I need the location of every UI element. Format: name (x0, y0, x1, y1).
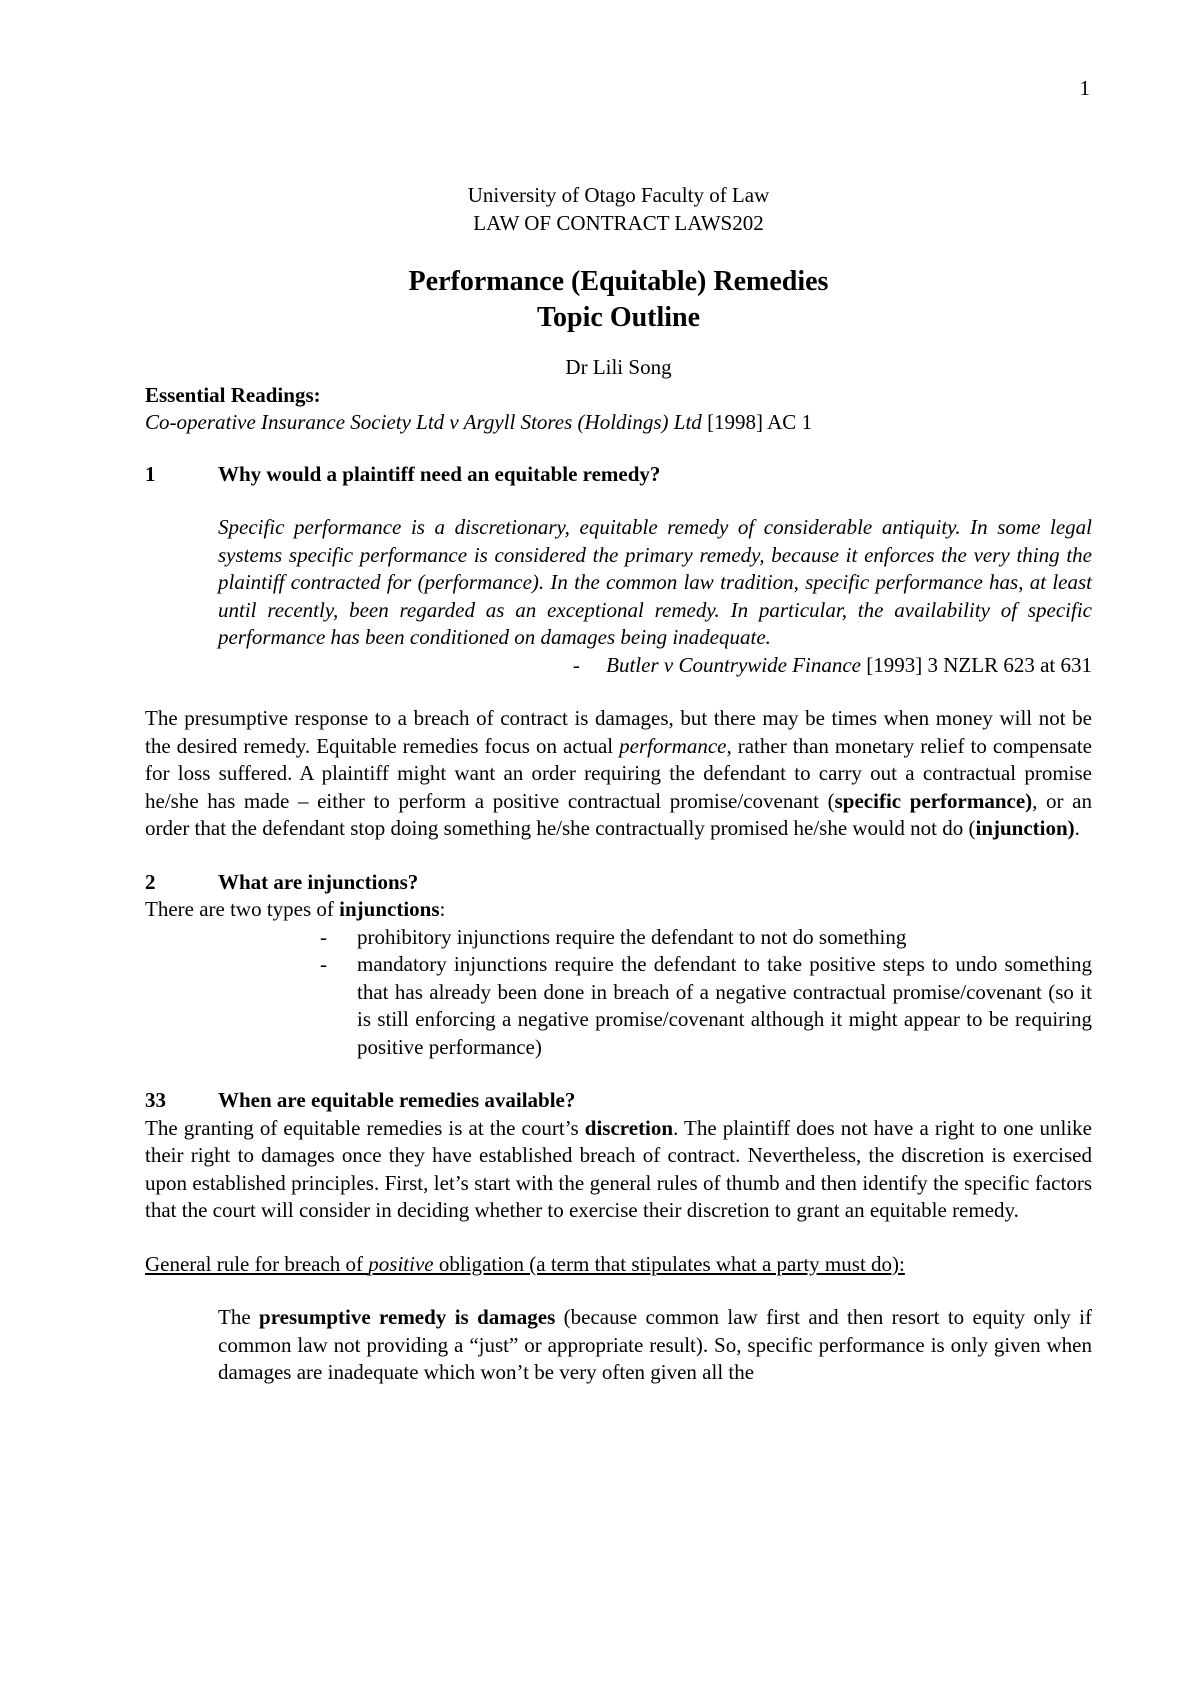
section-3-number: 33 (145, 1088, 166, 1112)
general-rule-paragraph: The presumptive remedy is damages (because common law first and then resort to equity only if common law not providing a “just” or appropriate result). So, specific performance is only given when damages are inadequate which won’t be very often given all the (218, 1305, 1092, 1384)
section-3-title: When are equitable remedies available? (218, 1088, 576, 1112)
section-1-number: 1 (145, 461, 156, 486)
readings-entry (145, 409, 1092, 437)
readings-case-name: Co-operative Insurance Society Ltd v Argyll Stores (Holdings) Ltd (145, 410, 702, 434)
readings-citation: [1998] AC 1 (701, 410, 813, 434)
section-1-paragraph: The presumptive response to a breach of contract is damages, but there may be times when money will not be the desired remedy. Equitable remedies focus on actual performance, rather than monetary relief to compensate for loss suffered. A plaintiff might want an order requiring the defendant to carry out a contractual promise he/she has made – either to perform a positive contractual promise/covenant (specific performance), or an order that the defendant stop doing something he/she contractually promised he/she would not do (injunction). (145, 706, 1092, 840)
course-line: LAW OF CONTRACT LAWS202 (473, 210, 764, 235)
list-item: - prohibitory injunctions require the defendant to not do something (320, 924, 907, 949)
section-2-heading (145, 869, 1092, 897)
attribution-case-name: Butler v Countrywide Finance (606, 652, 862, 677)
section-3-heading (145, 1087, 1092, 1115)
section-2-number: 2 (145, 869, 156, 894)
list-item: - mandatory injunctions require the defendant to take positive steps to undo something that has already been done in breach of a negative contractual promise/covenant (so it is still enforcing a negative promise/covenant although it might appear to be requiring positive performance) (320, 952, 1092, 1059)
attribution-citation: [1993] 3 NZLR 623 at 631 (861, 652, 1092, 677)
institution-line: University of Otago Faculty of Law (467, 183, 770, 207)
section-2-intro: There are two types of injunctions: (145, 897, 446, 921)
page-content (145, 182, 1092, 1387)
general-rule-heading: General rule for breach of positive obligation (a term that stipulates what a party must do): (145, 1251, 905, 1276)
block-quote: Specific performance is a discretionary, equitable remedy of considerable antiquity. In some legal systems specific performance is considered the primary remedy, because it enforces the very thing the plaintiff contracted for (performance). In the common law tradition, specific performance has, at least until recently, been regarded as an exceptional remedy. In particular, the availability of specific performance has been conditioned on damages being inadequate. (218, 515, 1092, 649)
document-title: Performance (Equitable) Remedies (408, 266, 829, 297)
injunction-types-list (145, 924, 1092, 1062)
section-1-heading (145, 461, 1092, 489)
author-line: Dr Lili Song (565, 355, 672, 379)
section-2-title: What are injunctions? (218, 869, 419, 894)
section-3-paragraph: The granting of equitable remedies is at the court’s discretion. The plaintiff does not have a right to one unlike their right to damages once they have established breach of contract. Nevertheless, the discretion is exercised upon established principles. First, let’s start with the general rules of thumb and then identify the specific factors that the court will consider in deciding whether to exercise their discretion to grant an equitable remedy. (145, 1115, 1092, 1222)
readings-label: Essential Readings: (145, 382, 321, 407)
quote-attribution: - Butler v Countrywide Finance [1993] 3 NZLR 623 at 631 (572, 652, 1092, 677)
document-subtitle: Topic Outline (536, 302, 701, 333)
section-1-title: Why would a plaintiff need an equitable remedy? (218, 461, 661, 486)
page-number: 1 (1079, 76, 1090, 100)
